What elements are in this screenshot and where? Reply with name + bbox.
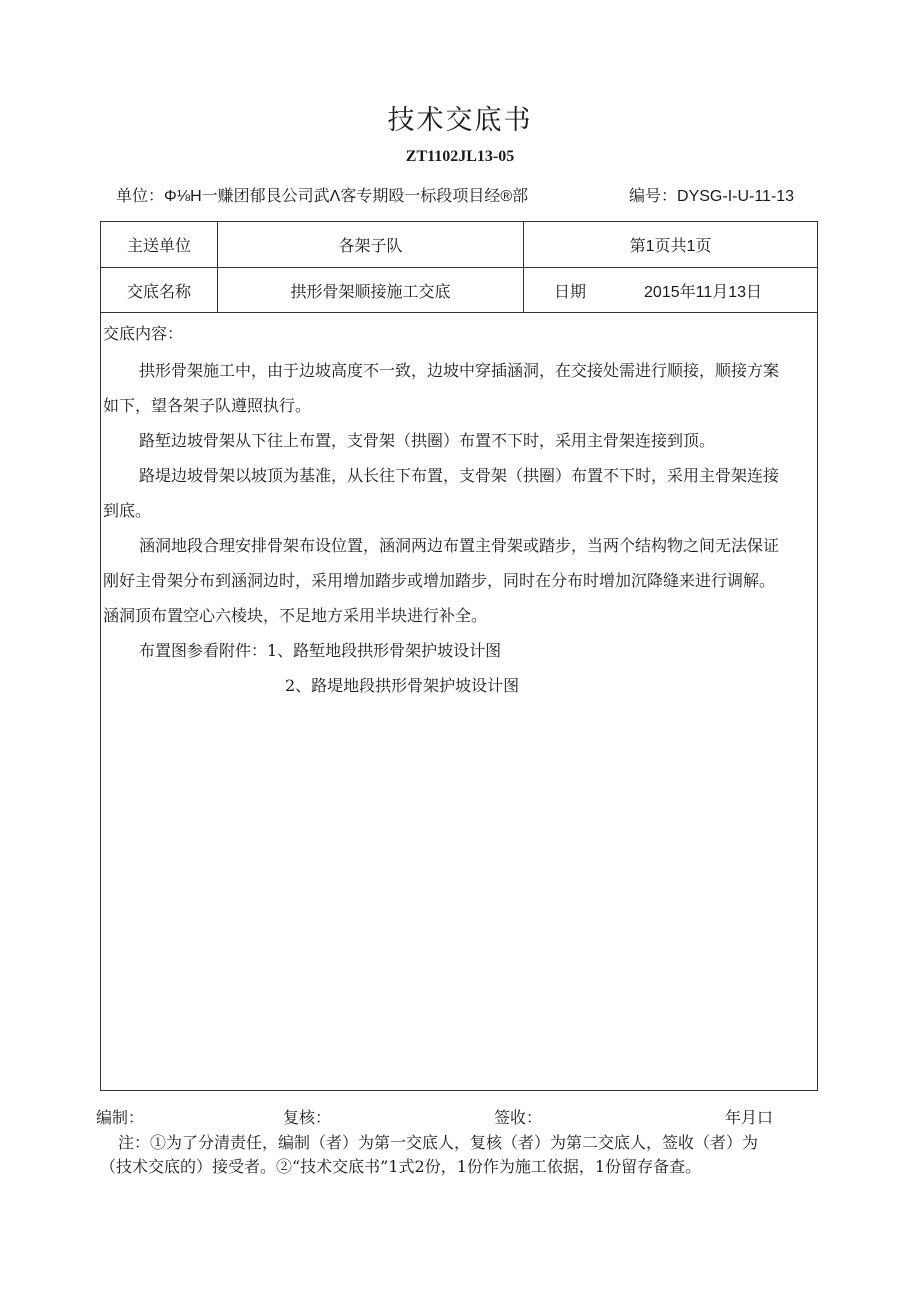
note-line-2: （技术交底的）接受者。②“技术交底书”1式2份，1份作为施工依据，1份留存备查。 <box>100 1157 702 1176</box>
paragraph-4 <box>103 528 819 633</box>
date-value: 2015年11月13日 <box>644 283 763 301</box>
text-line: 涵洞顶布置空心六棱块，不足地方采用半块进行补全。 <box>103 606 488 625</box>
recipient-label: 主送单位 <box>101 222 218 267</box>
text-line: 路堤边坡骨架以坡顶为基准，从长往下布置，支骨架（拱圈）布置不下时，采用主骨架连接 <box>139 466 780 485</box>
receiver-label: 签收： <box>494 1108 543 1127</box>
text-line: 涵洞地段合理安排骨架布设位置，涵洞两边布置主骨架或踏步，当两个结构物之间无法保证 <box>139 536 780 555</box>
text-line: 路堑边坡骨架从下往上布置，支骨架（拱圈）布置不下时，采用主骨架连接到顶。 <box>139 431 716 450</box>
unit-line <box>116 183 528 206</box>
paragraph-3 <box>103 458 819 528</box>
docno-value: DYSG-I-U-11-13 <box>677 188 795 205</box>
note-line-1: 注：①为了分清责任，编制（者）为第一交底人，复核（者）为第二交底人，签收（者）为 <box>118 1133 759 1152</box>
name-label: 交底名称 <box>101 268 218 312</box>
compiler-label: 编制： <box>96 1108 145 1127</box>
text-line: 刚好主骨架分布到涵洞边时，采用增加踏步或增加踏步，同时在分布时增加沉降缝来进行调解。 <box>103 571 776 590</box>
content-header: 交底内容： <box>103 324 184 343</box>
unit-value: Φ⅛H一赚团郁艮公司武Λ客专期殴一标段项目经®部 <box>164 188 529 205</box>
docno-line <box>629 183 794 206</box>
text-line: 2、路堤地段拱形骨架护坡设计图 <box>285 676 520 695</box>
page-info: 第1页共1页 <box>629 238 712 255</box>
table-row-name <box>101 268 817 313</box>
text-line: 布置图参看附件：1、路堑地段拱形骨架护坡设计图 <box>139 641 502 660</box>
reviewer-label: 复核： <box>283 1108 332 1127</box>
name-value: 拱形骨架顺接施工交底 <box>218 268 524 312</box>
disclosure-table <box>100 221 818 1091</box>
paragraph-5 <box>103 633 819 703</box>
date-cell <box>524 268 817 312</box>
text-line: 到底。 <box>103 501 152 520</box>
document-code: ZT1102JL13-05 <box>405 148 515 165</box>
recipient-value: 各架子队 <box>218 222 524 267</box>
text-line: 如下，望各架子队遵照执行。 <box>103 396 312 415</box>
text-line: 拱形骨架施工中，由于边坡高度不一致，边坡中穿插涵洞，在交接处需进行顺接，顺接方案 <box>139 361 780 380</box>
unit-label: 单位： <box>116 186 165 205</box>
paragraph-1 <box>103 353 819 423</box>
date-label: 日期 <box>554 281 587 301</box>
sign-date-label: 年月口 <box>725 1108 774 1127</box>
docno-label: 编号： <box>629 186 678 205</box>
table-row-recipient <box>101 222 817 268</box>
paragraph-2 <box>103 423 819 458</box>
document-title: 技术交底书 <box>387 105 533 136</box>
